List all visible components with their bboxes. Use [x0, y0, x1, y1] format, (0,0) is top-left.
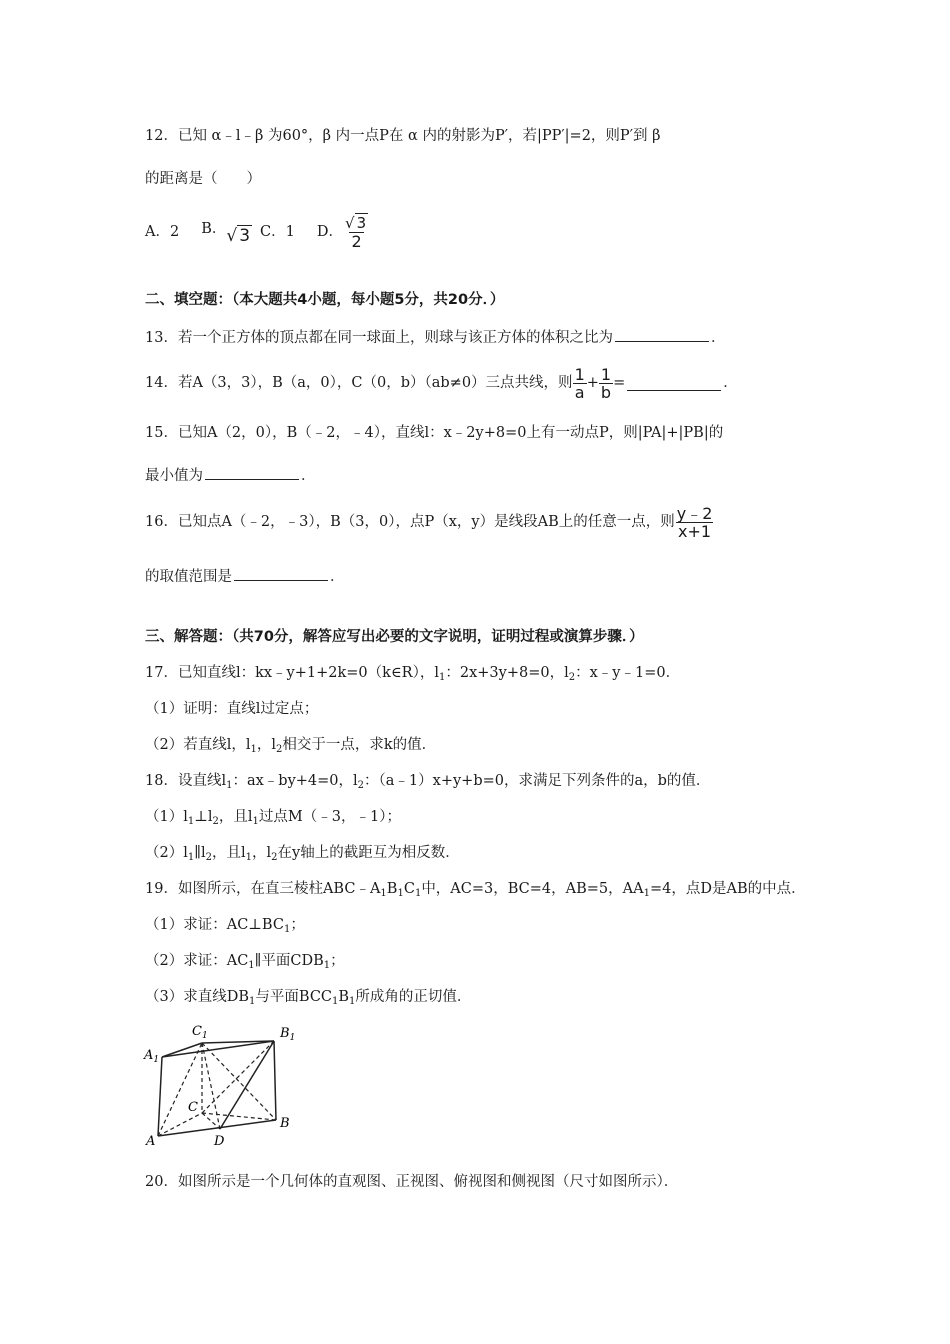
section-3-title: 三、解答题：（共70分，解答应写出必要的文字说明，证明过程或演算步骤．）	[145, 629, 644, 645]
label-c1: $C_1$	[192, 1024, 208, 1041]
q16-end: ．	[330, 569, 345, 585]
line-d-b1	[220, 1041, 274, 1129]
label-a1: $A_1$	[144, 1048, 160, 1065]
q15-end: ．	[301, 468, 316, 484]
prism-figure	[140, 1015, 310, 1150]
q14-eq: =	[613, 375, 626, 391]
q12-line1: 12．已知 α﹣l﹣β 为60°，β 内一点P在 α 内的射影为P′，若|PP′|=2，则P′到 β	[145, 128, 661, 144]
q16-line1-text: 16．已知点A（﹣2，﹣3），B（3，0），点P（x，y）是线段AB上的任意一点，则	[145, 514, 675, 530]
q13-text: 13．若一个正方体的顶点都在同一球面上，则球与该正方体的体积之比为	[145, 330, 613, 346]
q15-line1: 15．已知A（2，0），B（﹣2，﹣4），直线l：x﹣2y+8=0上有一动点P，则|PA|+|PB|的	[145, 425, 724, 441]
q14-text: 14．若A（3，3），B（a，0），C（0，b）（ab≠0）三点共线，则	[145, 375, 573, 391]
q17-part2: （2）若直线l，$l_1$，$l_2$相交于一点，求k的值．	[145, 737, 437, 755]
q12-option-c: C．1	[260, 224, 295, 240]
q12-option-b-radicand: 3	[239, 225, 251, 246]
label-d: D	[214, 1134, 225, 1149]
edge-a1-b1	[162, 1041, 274, 1057]
q14-frac-1	[573, 366, 587, 401]
q18-line1: 18．设直线$l_1$：ax﹣by+4=0，$l_2$：（a﹣1）x+y+b=0，求满足下列条件的a，b的值．	[145, 773, 711, 791]
q18-part2: $(2)l_1\parallel l_2$，且$l_1$，$l_2$在y轴上的截距互为相反数．	[145, 845, 460, 863]
edge-a-a1	[158, 1057, 162, 1136]
q13-end: ．	[710, 330, 726, 346]
label-b: B	[280, 1116, 290, 1131]
q12-option-d-frac: $\frac{√ 3}{2}$	[345, 214, 367, 251]
q16-line2	[145, 566, 345, 587]
q12-option-b-sqrt: √ 3	[226, 225, 251, 246]
q12-option-d-label: D．	[316, 224, 343, 240]
edge-c-b	[202, 1113, 276, 1120]
q14-frac-1-num: 1	[574, 364, 585, 384]
q19-part2: （2）求证：$AC_1\parallel$平面$CDB_1$；	[145, 953, 345, 971]
q14	[145, 362, 738, 404]
q15-blank[interactable]	[205, 465, 299, 480]
q12-option-d	[317, 214, 370, 250]
q20: 20．如图所示是一个几何体的直观图、正视图、俯视图和侧视图（尺寸如图所示）．	[145, 1174, 679, 1190]
q17-line1: 17．已知直线l：kx﹣y+1+2k=0（k∈R），$l_1$：2x+3y+8=0，$l_2$：x﹣y﹣1=0．	[145, 665, 681, 683]
section-2-title: 二、填空题：（本大题共4小题，每小题5分，共20分．）	[145, 292, 505, 308]
q16-blank[interactable]	[234, 566, 328, 581]
q14-frac-2-num: 1	[600, 364, 612, 384]
q12-option-b-label: B．	[201, 220, 227, 237]
q16-frac	[675, 505, 715, 540]
q19-part3: （3）求直线$DB_1$与平面$BCC_1B_1$所成角的正切值．	[145, 989, 472, 1007]
q12-option-d-den: 2	[351, 232, 362, 251]
q17-part1: （1）证明：直线l过定点；	[145, 701, 319, 717]
q13	[145, 327, 725, 348]
q14-plus: +	[586, 375, 599, 391]
q15-line2-text: 最小值为	[145, 468, 203, 484]
q19-part1: （1）求证：$AC\perp BC_1$；	[145, 917, 305, 935]
line-c-b1	[202, 1041, 274, 1113]
q14-frac-1-den: a	[574, 382, 585, 402]
q12-option-b	[201, 219, 252, 246]
q16-line2-text: 的取值范围是	[145, 569, 232, 585]
q15-line2	[145, 465, 316, 486]
label-b1: $B_1$	[280, 1026, 296, 1043]
q14-frac-2-den: b	[600, 382, 612, 402]
q14-frac-2	[599, 366, 613, 401]
q14-end: ．	[723, 375, 738, 391]
q12-line2: 的距离是（ ）	[145, 171, 261, 187]
line-c1-d	[202, 1043, 220, 1129]
label-c: C	[188, 1100, 198, 1115]
q16-line1	[145, 498, 714, 546]
q12-options	[145, 214, 380, 250]
label-a: A	[146, 1134, 156, 1149]
q19-line1: 19．如图所示，在直三棱柱$ABC﹣A_1B_1C_1$中，AC=3，BC=4，AB=5，$AA_1=4$，点D是AB的中点．	[145, 881, 806, 899]
q16-frac-num: y﹣2	[676, 503, 713, 523]
q14-blank[interactable]	[627, 376, 721, 391]
edge-b-b1	[274, 1041, 276, 1120]
q16-frac-den: x+1	[678, 521, 712, 541]
q13-blank[interactable]	[615, 327, 709, 342]
q18-part1: $(1)l_1\perp l_2$，且$l_1$过点M（﹣3，﹣1）；	[145, 809, 401, 827]
q12-option-d-num: 3	[356, 214, 367, 232]
q12-option-a: A．2	[145, 224, 180, 240]
